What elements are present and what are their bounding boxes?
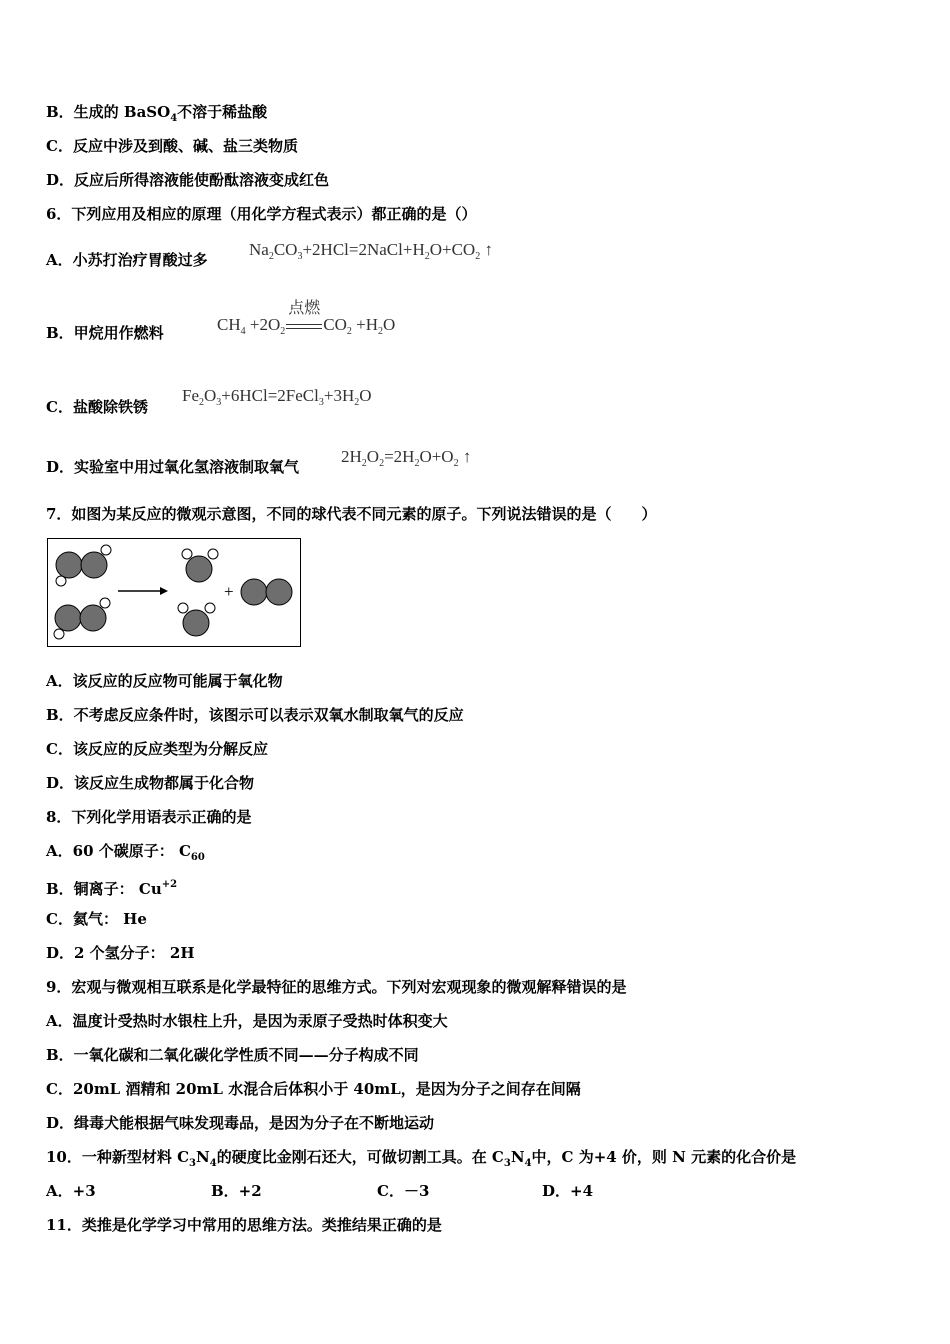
product-water-molecule-1 — [182, 549, 218, 582]
reaction-diagram — [47, 538, 301, 647]
question-10: 10．一种新型材料 $C_3N_4$的硬度比金刚石还大，可做切割工具。在 $C_3N_4$中，C 为+4 价，则 N 元素的化合价是 — [46, 1148, 797, 1169]
question-8: 8．下列化学用语表示正确的是 — [46, 808, 252, 826]
option-5b: B．生成的 BaSO$_4$不溶于稀盐酸 — [46, 103, 268, 124]
option-7d: D．该反应生成物都属于化合物 — [46, 774, 255, 792]
option-7b: B．不考虑反应条件时，该图示可以表示双氧水制取氧气的反应 — [46, 706, 464, 724]
reaction-condition: 点燃 — [285, 315, 323, 335]
option-6a: A．小苏打治疗胃酸过多 — [46, 251, 208, 269]
product-water-molecule-2 — [178, 603, 215, 636]
product-oxygen-molecule — [241, 579, 292, 605]
option-7a: A．该反应的反应物可能属于氧化物 — [46, 672, 283, 690]
option-6b: B．甲烷用作燃料 — [46, 324, 164, 342]
option-10a: A．+3 — [46, 1182, 96, 1200]
option-10c: C．－3 — [377, 1182, 430, 1200]
option-10b: B．+2 — [211, 1182, 262, 1200]
equation-6b: $CH_4 +2O_2$ 点燃 $CO_2 +H_2O$ — [217, 298, 396, 337]
reactant-molecule-1 — [56, 545, 111, 586]
option-8c: C．氦气： He — [46, 910, 147, 928]
question-9: 9．宏观与微观相互联系是化学最特征的思维方式。下列对宏观现象的微观解释错误的是 — [46, 978, 627, 996]
equation-6a: $Na_2CO_3+2HCl=2NaCl+H_2O+CO_2$ ↑ — [249, 240, 493, 262]
option-8d: D．2 个氢分子： 2H — [46, 944, 195, 962]
option-6d: D．实验室中用过氧化氢溶液制取氧气 — [46, 458, 300, 476]
option-10d: D．+4 — [542, 1182, 594, 1200]
option-5c: C．反应中涉及到酸、碱、盐三类物质 — [46, 137, 298, 155]
plus-sign: + — [224, 582, 234, 601]
question-7: 7．如图为某反应的微观示意图，不同的球代表不同元素的原子。下列说法错误的是（ ） — [46, 505, 657, 523]
option-8b: B．铜离子： $Cu^{+2}$ — [46, 879, 178, 898]
option-9d: D．缉毒犬能根据气味发现毒品，是因为分子在不断地运动 — [46, 1114, 435, 1132]
option-9c: C．20mL 酒精和 20mL 水混合后体积小于 40mL，是因为分子之间存在间隔 — [46, 1080, 581, 1098]
equation-6c: $Fe_2O_3+6HCl=2FeCl_3+3H_2O$ — [182, 386, 372, 408]
question-6: 6．下列应用及相应的原理（用化学方程式表示）都正确的是（） — [46, 205, 477, 223]
question-10-options — [46, 1181, 593, 1201]
option-6c: C．盐酸除铁锈 — [46, 398, 148, 416]
equation-6d: $2H_2O_2=2H_2O+O_2$ ↑ — [341, 447, 472, 469]
option-9b: B．一氧化碳和二氧化碳化学性质不同——分子构成不同 — [46, 1046, 419, 1064]
option-5d: D．反应后所得溶液能使酚酞溶液变成红色 — [46, 171, 330, 189]
reactant-molecule-2 — [54, 598, 110, 639]
question-11: 11．类推是化学学习中常用的思维方法。类推结果正确的是 — [46, 1216, 442, 1234]
option-9a: A．温度计受热时水银柱上升，是因为汞原子受热时体积变大 — [46, 1012, 448, 1030]
option-7c: C．该反应的反应类型为分解反应 — [46, 740, 268, 758]
option-8a: A．60 个碳原子： $C_{60}$ — [46, 842, 205, 863]
molecule-diagram-svg — [48, 539, 300, 646]
reaction-arrow — [118, 587, 168, 595]
